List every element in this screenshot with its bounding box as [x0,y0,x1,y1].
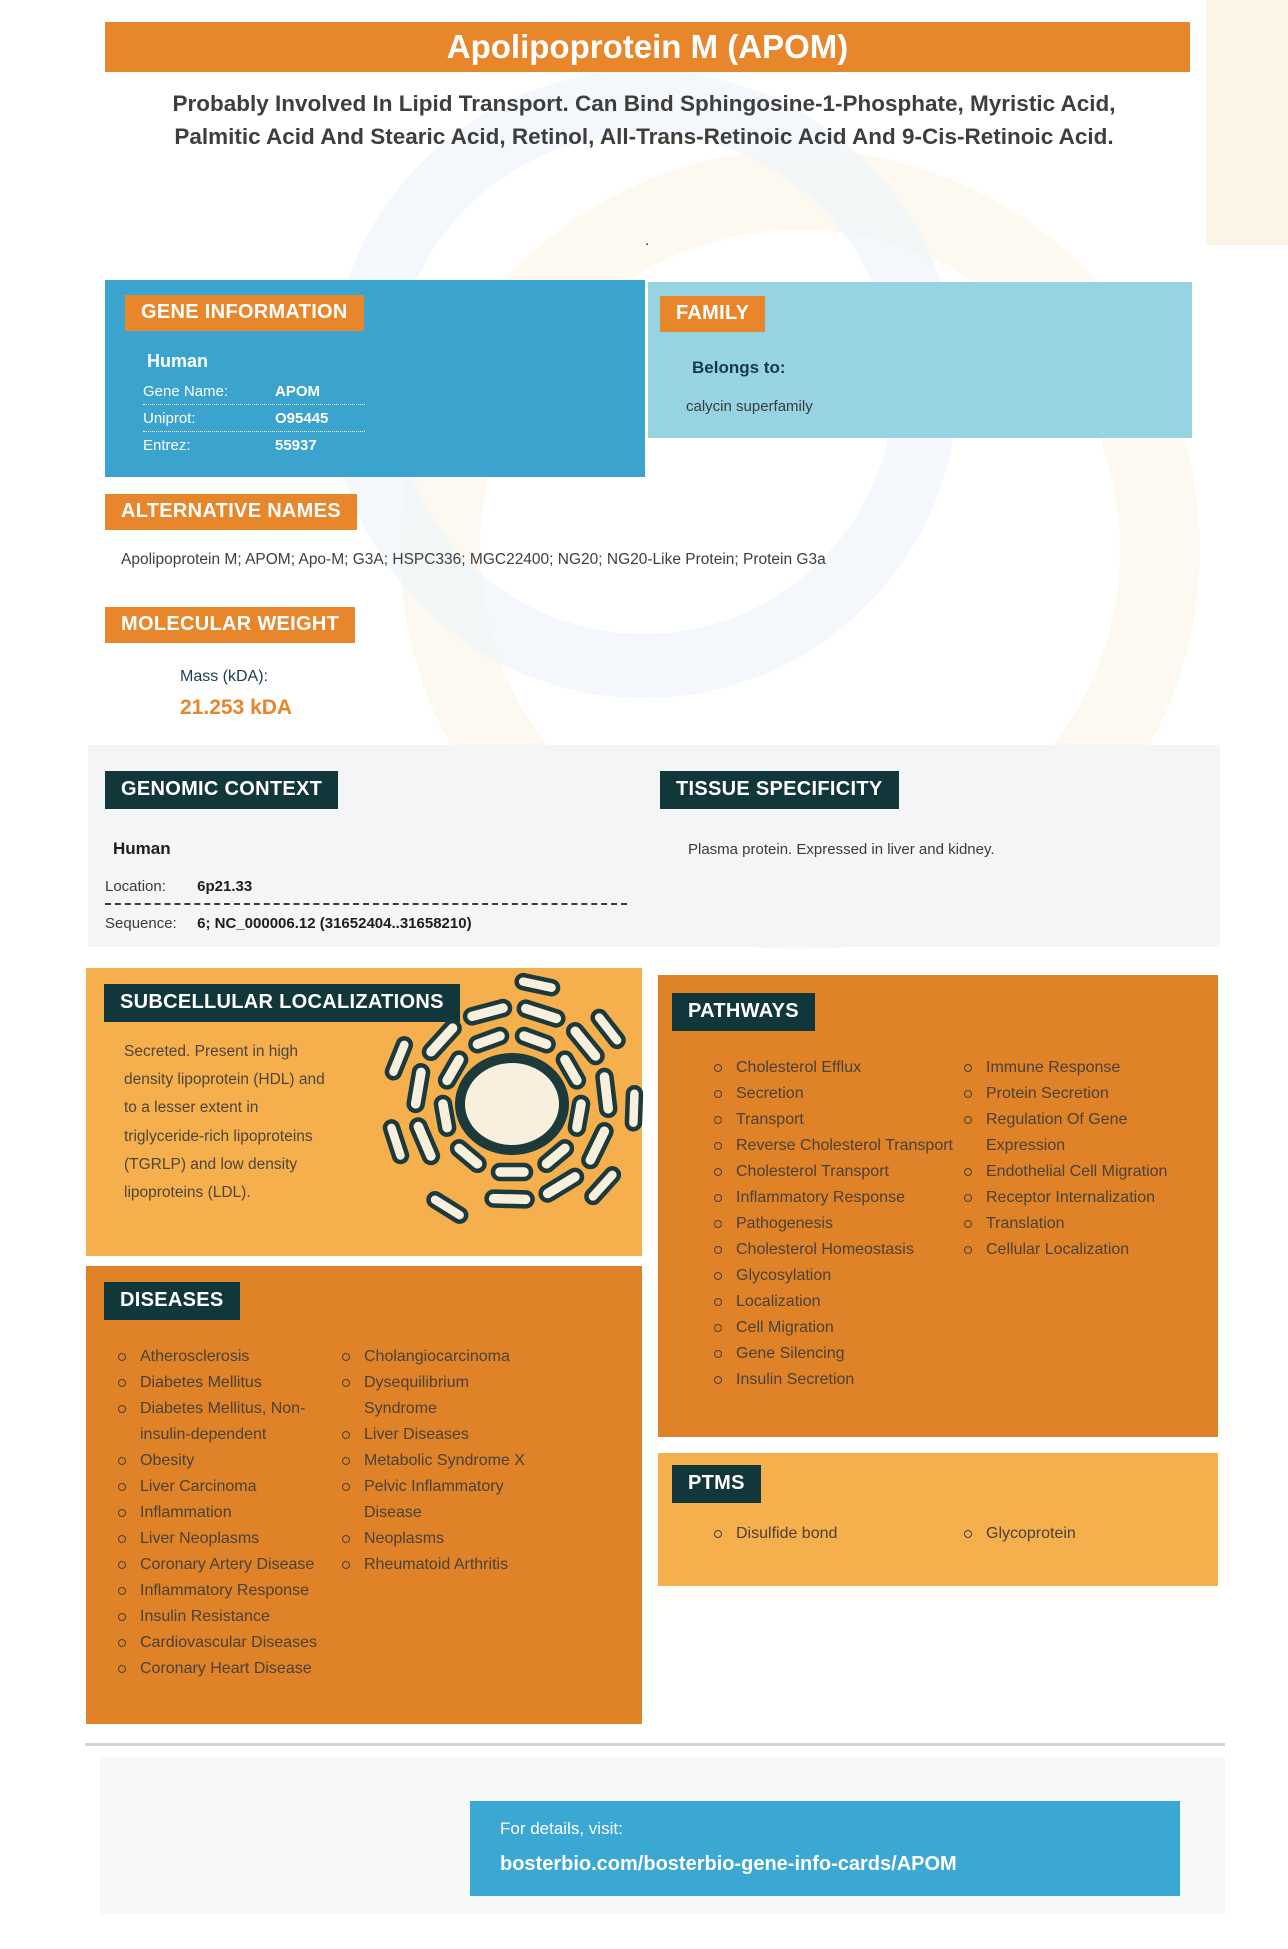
pathways-panel [658,975,1218,1437]
row-value: 55937 [275,437,317,454]
pathways-list-left [712,1055,962,1393]
table-row [143,432,365,458]
list-item: Neoplasms [340,1526,540,1552]
list-item: Coronary Artery Disease [116,1552,340,1578]
ptms-list-right [962,1521,1190,1547]
molecular-weight-header: MOLECULAR WEIGHT [105,607,355,643]
list-item: Coronary Heart Disease [116,1656,340,1682]
list-item: Immune Response [962,1055,1190,1081]
list-item: Inflammatory Response [712,1185,962,1211]
species-label: Human [113,839,171,858]
subcellular-localizations-panel [86,968,642,1256]
list-item: Cholangiocarcinoma [340,1344,540,1370]
footer-url-link[interactable]: bosterbio.com/bosterbio-gene-info-cards/APOM [500,1853,957,1875]
list-item: Secretion [712,1081,962,1107]
list-item: Cholesterol Efflux [712,1055,962,1081]
subcellular-localizations-header: SUBCELLULAR LOCALIZATIONS [104,984,460,1022]
diseases-list-left [116,1344,340,1682]
list-item: Rheumatoid Arthritis [340,1552,540,1578]
list-item: Receptor Internalization [962,1185,1190,1211]
row-value: O95445 [275,410,329,427]
footer-link-box [470,1801,1180,1896]
list-item: Diabetes Mellitus, Non-insulin-dependent [116,1396,340,1448]
protein-function-summary: Probably Involved In Lipid Transport. Can Bind Sphingosine-1-Phosphate, Myristic Acid, Palmitic Acid And Stearic Acid, Retinol, All-Trans-Retinoic Acid And 9-Cis-Retinoic Acid. [172,91,1116,149]
mass-label: Mass (kDA): [180,668,268,685]
row-label: Uniprot: [143,410,196,427]
list-item: Inflammation [116,1500,340,1526]
list-item: Obesity [116,1448,340,1474]
sequence-row [105,915,472,932]
list-item: Insulin Secretion [712,1367,962,1393]
diseases-header: DISEASES [104,1282,240,1320]
genomic-tissue-panel [88,745,1220,947]
stray-period: . [645,232,650,249]
footer-divider [85,1743,1225,1746]
genomic-context-header: GENOMIC CONTEXT [105,771,338,809]
list-item: Transport [712,1107,962,1133]
list-item: Liver Diseases [340,1422,540,1448]
family-value: calycin superfamily [686,398,813,415]
footer-visit-label: For details, visit: [500,1819,623,1838]
page-title: Apolipoprotein M (APOM) [105,22,1190,72]
list-item: Cellular Localization [962,1237,1190,1263]
list-item: Liver Carcinoma [116,1474,340,1500]
location-row [105,878,252,895]
list-item: Insulin Resistance [116,1604,340,1630]
ptms-panel [658,1453,1218,1586]
species-label: Human [147,351,209,371]
dashed-divider [105,903,627,905]
diseases-panel [86,1266,642,1724]
list-item: Atherosclerosis [116,1344,340,1370]
pathways-list-right [962,1055,1190,1393]
list-item: Diabetes Mellitus [116,1370,340,1396]
gene-information-panel [105,280,645,477]
gene-information-header: GENE INFORMATION [125,295,364,331]
cell-illustration [386,986,638,1228]
list-item: Pelvic Inflammatory Disease [340,1474,540,1526]
table-row [143,378,365,405]
row-label: Gene Name: [143,383,229,400]
tissue-specificity-text: Plasma protein. Expressed in liver and kidney. [688,841,995,858]
row-label: Sequence: [105,915,177,932]
alternative-names-text: Apolipoprotein M; APOM; Apo-M; G3A; HSPC336; MGC22400; NG20; NG20-Like Protein; Protein G3a [121,551,826,568]
pathways-header: PATHWAYS [672,993,815,1031]
list-item: Cardiovascular Diseases [116,1630,340,1656]
ptms-list-left [712,1521,962,1547]
subcellular-localizations-text: Secreted. Present in high density lipoprotein (HDL) and to a lesser extent in triglyceride-rich lipoproteins (TGRLP) and low density lipoproteins (LDL). [124,1043,325,1202]
tissue-specificity-header: TISSUE SPECIFICITY [660,771,899,809]
list-item: Pathogenesis [712,1211,962,1237]
list-item: Translation [962,1211,1190,1237]
belongs-to-label: Belongs to: [692,358,786,377]
table-row [143,405,365,432]
family-panel [648,282,1192,438]
list-item: Glycoprotein [962,1521,1190,1547]
list-item: Cholesterol Homeostasis [712,1237,962,1263]
row-label: Entrez: [143,437,191,454]
diseases-columns [86,1344,642,1682]
list-item: Gene Silencing [712,1341,962,1367]
diseases-list-right [340,1344,540,1682]
mass-value: 21.253 kDA [180,696,293,719]
pathways-columns [658,1055,1218,1393]
row-label: Location: [105,878,166,895]
list-item: Reverse Cholesterol Transport [712,1133,962,1159]
row-value: 6; NC_000006.12 (31652404..31658210) [197,915,472,932]
list-item: Cholesterol Transport [712,1159,962,1185]
gene-info-table [143,378,365,458]
list-item: Glycosylation [712,1263,962,1289]
list-item: Disulfide bond [712,1521,962,1547]
list-item: Inflammatory Response [116,1578,340,1604]
list-item: Cell Migration [712,1315,962,1341]
row-value: 6p21.33 [197,878,253,895]
list-item: Metabolic Syndrome X [340,1448,540,1474]
family-header: FAMILY [660,296,765,332]
list-item: Regulation Of Gene Expression [962,1107,1190,1159]
list-item: Liver Neoplasms [116,1526,340,1552]
watermark-corner-strip [1206,0,1288,245]
ptms-columns [658,1521,1218,1547]
ptms-header: PTMS [672,1465,761,1503]
row-value: APOM [275,383,320,400]
alternative-names-header: ALTERNATIVE NAMES [105,494,357,530]
list-item: Localization [712,1289,962,1315]
list-item: Protein Secretion [962,1081,1190,1107]
list-item: Dysequilibrium Syndrome [340,1370,540,1422]
list-item: Endothelial Cell Migration [962,1159,1190,1185]
